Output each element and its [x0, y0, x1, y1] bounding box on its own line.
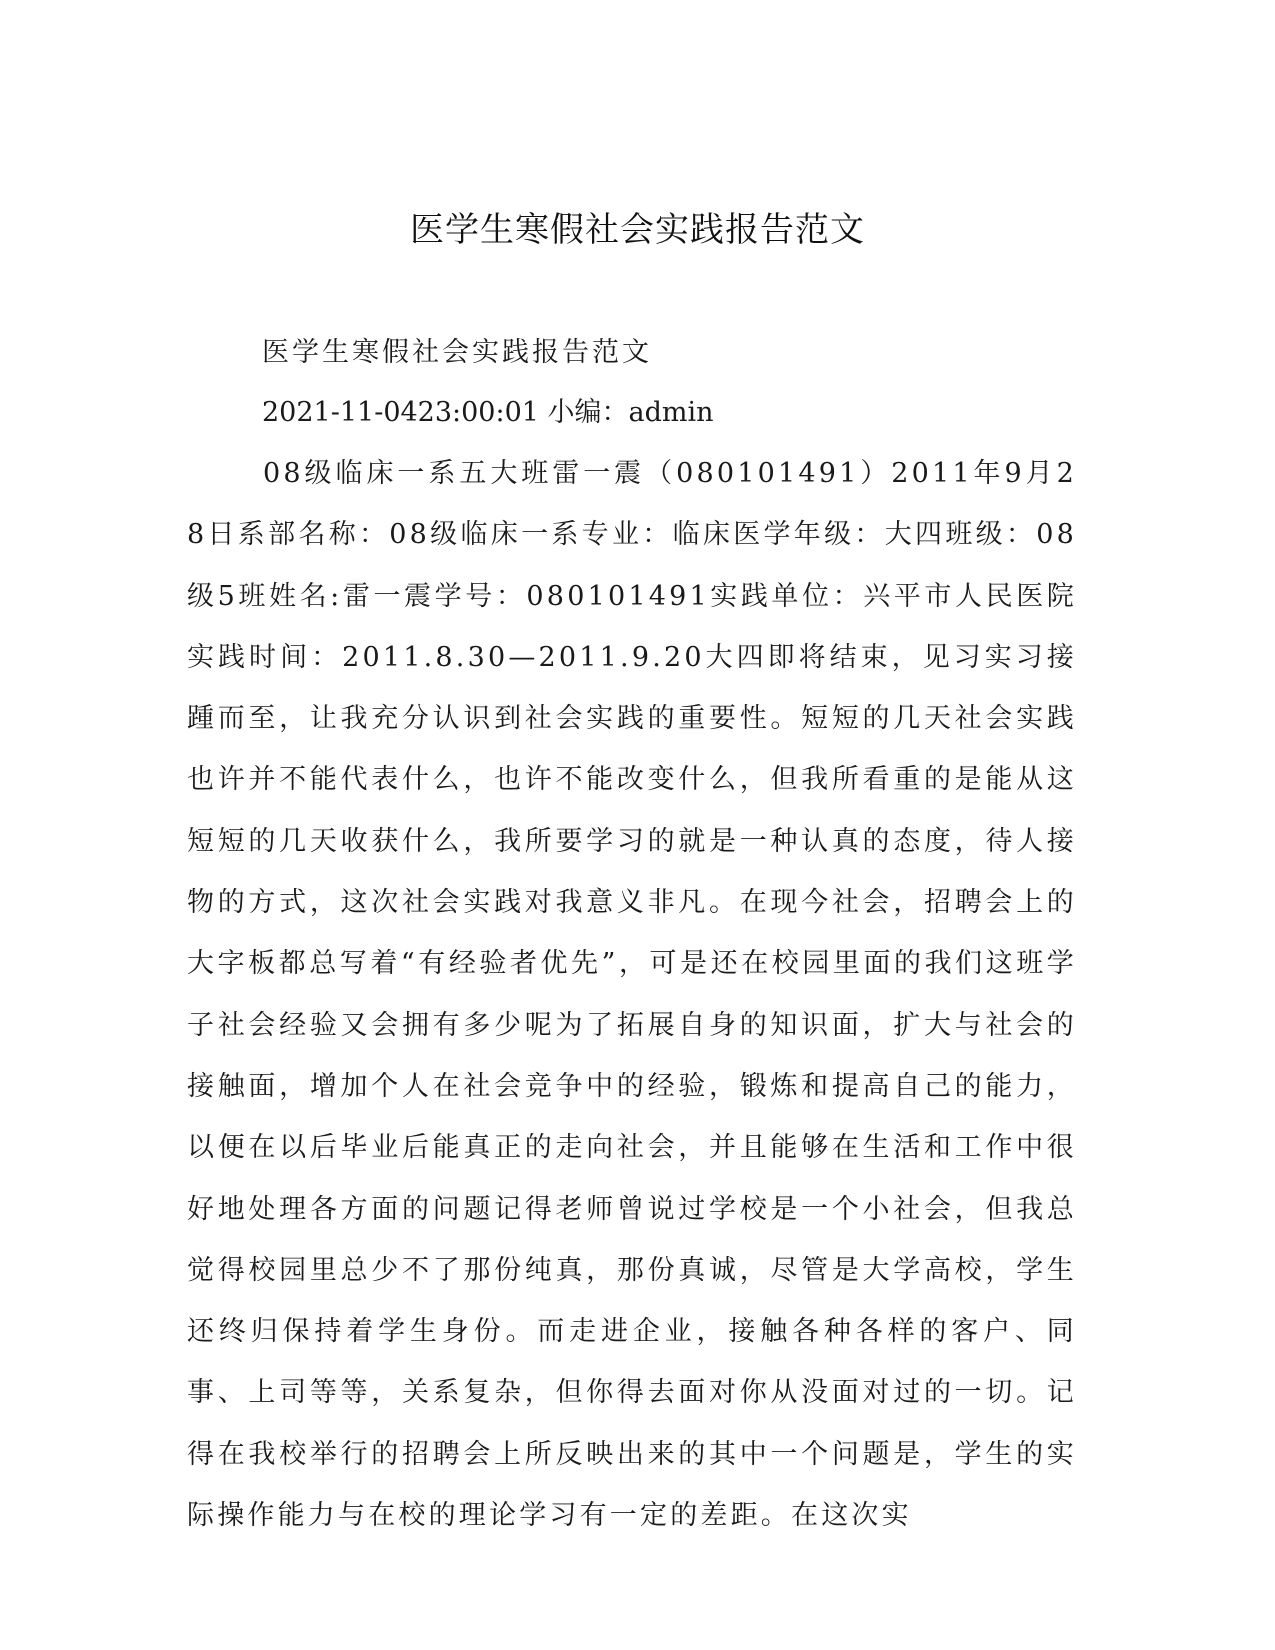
body-paragraph: 08级临床一系五大班雷一震（080101491）2011年9月28日系部名称：08级临床一系专业：临床医学年级：大四班级：08级5班姓名:雷一震学号：080101491实践单位：兴平市人民医院实践时间：2011.8.30—2011.9.20大四即将结束，见习实习接踵而至，让我充分认识到社会实践的重要性。短短的几天社会实践也许并不能代表什么，也许不能改变什么，但我所看重的是能从这短短的几天收获什么，我所要学习的就是一种认真的态度，待人接物的方式，这次社会实践对我意义非凡。在现今社会，招聘会上的大字板都总写着“有经验者优先”，可是还在校园里面的我们这班学子社会经验又会拥有多少呢为了拓展自身的知识面，扩大与社会的接触面，增加个人在社会竞争中的经验，锻炼和提高自己的能力，以便在以后毕业后能真正的走向社会，并且能够在生活和工作中很好地处理各方面的问题记得老师曾说过学校是一个小社会，但我总觉得校园里总少不了那份纯真，那份真诚，尽管是大学高校，学生还终归保持着学生身份。而走进企业，接触各种各样的客户、同事、上司等等，关系复杂，但你得去面对你从没面对过的一切。记得在我校举行的招聘会上所反映出来的其中一个问题是，学生的实际操作能力与在校的理论学习有一定的差距。在这次实	[187, 458, 1077, 1532]
document-subtitle: 医学生寒假社会实践报告范文	[262, 337, 652, 368]
publish-meta: 2021-11-0423:00:01 小编：admin	[262, 397, 714, 428]
document-title: 医学生寒假社会实践报告范文	[410, 210, 865, 250]
